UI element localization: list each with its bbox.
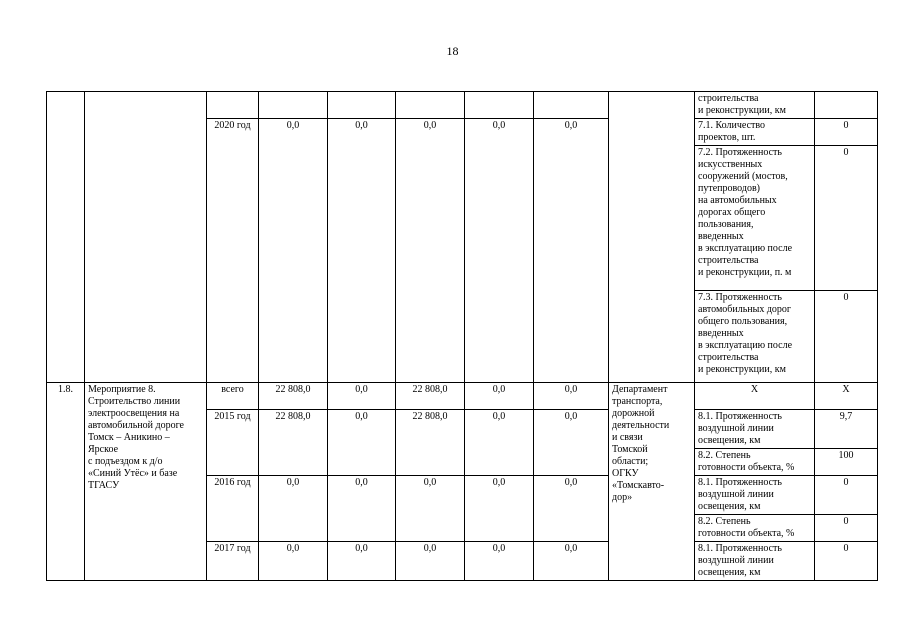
amount-cell: 0,0	[328, 383, 396, 410]
indicator-name: 8.1. Протяженность воздушной линии освещения, км	[695, 476, 815, 515]
indicator-name: 8.2. Степень готовности объекта, %	[695, 515, 815, 542]
indicator-name: Х	[695, 383, 815, 410]
item-number: 1.8.	[47, 383, 85, 581]
year-cell: всего	[207, 383, 259, 410]
amount-cell: 0,0	[465, 542, 534, 581]
indicator-value: 0	[815, 542, 878, 581]
year-cell: 2020 год	[207, 119, 259, 383]
amount-cell: 0,0	[328, 119, 396, 383]
amount-cell: 0,0	[396, 542, 465, 581]
year-cell: 2016 год	[207, 476, 259, 542]
amount-cell: 22 808,0	[396, 383, 465, 410]
amount-cell: 22 808,0	[259, 410, 328, 476]
amount-cell: 0,0	[396, 476, 465, 542]
table-row	[47, 383, 878, 410]
table-row	[47, 92, 878, 119]
indicator-name: строительства и реконструкции, км	[695, 92, 815, 119]
year-cell: 2015 год	[207, 410, 259, 476]
amount-cell: 0,0	[534, 119, 609, 383]
amount-cell: 0,0	[465, 119, 534, 383]
amount-cell: 0,0	[534, 383, 609, 410]
indicator-value: 0	[815, 119, 878, 146]
amount-cell: 0,0	[328, 410, 396, 476]
indicator-value: 0	[815, 476, 878, 515]
amount-cell: 22 808,0	[396, 410, 465, 476]
indicator-value: Х	[815, 383, 878, 410]
indicator-name: 7.2. Протяженность искусственных сооружений (мостов, путепроводов) на автомобильных дорогах общего пользования, введенных в эксплуатацию после строительства и реконструкции, п. м	[695, 146, 815, 291]
amount-cell: 0,0	[465, 476, 534, 542]
amount-cell: 0,0	[328, 476, 396, 542]
item-number-cell-empty	[47, 92, 85, 383]
amount-cell: 0,0	[534, 476, 609, 542]
amount-cell: 0,0	[465, 383, 534, 410]
amount-cell: 0,0	[465, 410, 534, 476]
amount-cell: 0,0	[534, 410, 609, 476]
amount-cell: 0,0	[259, 542, 328, 581]
indicator-value: 9,7	[815, 410, 878, 449]
indicator-name: 8.2. Степень готовности объекта, %	[695, 449, 815, 476]
indicator-value: 0	[815, 291, 878, 383]
amount-cell: 0,0	[534, 542, 609, 581]
amount-cell: 0,0	[328, 542, 396, 581]
indicator-value: 0	[815, 515, 878, 542]
page-number: 18	[446, 44, 459, 58]
program-table	[46, 91, 878, 581]
indicator-name: 7.1. Количество проектов, шт.	[695, 119, 815, 146]
indicator-value: 100	[815, 449, 878, 476]
year-cell: 2017 год	[207, 542, 259, 581]
item-name: Мероприятие 8. Строительство линии электроосвещения на автомобильной дороге Томск – Аникино – Ярское с подъездом к д/о «Синий Утёс» и базе ТГАСУ	[85, 383, 207, 581]
amount-cell: 0,0	[259, 476, 328, 542]
indicator-name: 7.3. Протяженность автомобильных дорог общего пользования, введенных в эксплуатацию после строительства и реконструкции, км	[695, 291, 815, 383]
amount-cell: 0,0	[259, 119, 328, 383]
amount-cell: 0,0	[396, 119, 465, 383]
amount-cell: 22 808,0	[259, 383, 328, 410]
executor-cell-empty	[609, 92, 695, 383]
indicator-value	[815, 92, 878, 119]
indicator-name: 8.1. Протяженность воздушной линии освещения, км	[695, 410, 815, 449]
indicator-value: 0	[815, 146, 878, 291]
item-name-cell-empty	[85, 92, 207, 383]
executor: Департамент транспорта, дорожной деятельности и связи Томской области; ОГКУ «Томскавто- дор»	[609, 383, 695, 581]
indicator-name: 8.1. Протяженность воздушной линии освещения, км	[695, 542, 815, 581]
